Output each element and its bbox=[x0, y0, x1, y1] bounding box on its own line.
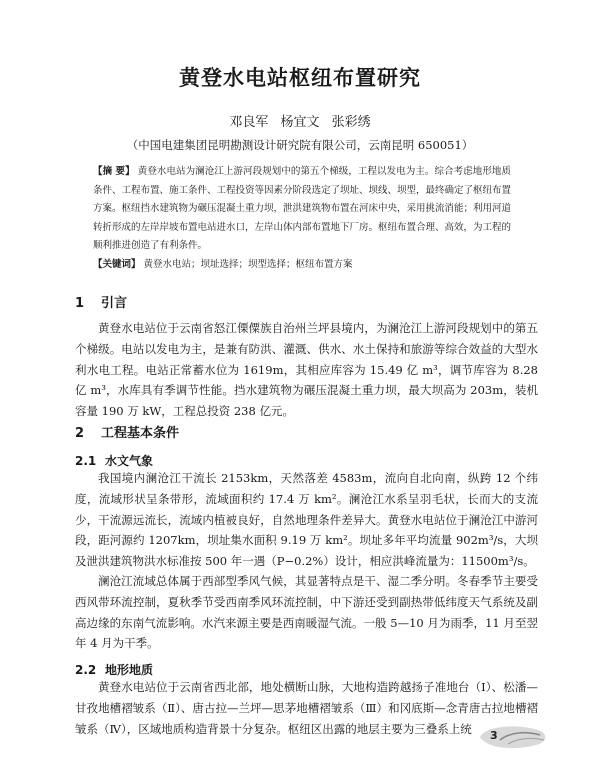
section-2-number: 2 bbox=[75, 426, 85, 441]
section-2-title: 工程基本条件 bbox=[101, 426, 180, 441]
paper-authors: 邓良军 杨宜文 张彩绣 bbox=[229, 115, 371, 130]
abstract-label: 【摘 要】 bbox=[93, 166, 135, 177]
section-1-title: 引言 bbox=[101, 296, 128, 311]
section-1-number: 1 bbox=[75, 296, 85, 311]
section-2-1-title: 水文气象 bbox=[105, 454, 154, 468]
paper-title: 黄登水电站枢纽布置研究 bbox=[179, 65, 421, 90]
section-1-paragraph: 黄登水电站位于云南省怒江傈僳族自治州兰坪县境内，为澜沧江上游河段规划中的第五个梯级。电站以发电为主，是兼有防洪、灌溉、供水、水土保持和旅游等综合效益的大型水利水电工程。电站正常蓄水位为 1619m，其相应库容为 15.49 亿 m³，调节库容为 8.28 亿 m³，水库具有季调节性能。挡水建筑物为碾压混凝土重力坝，最大坝高为 203m，装机容量 190 万 kW，工程总投资 238 亿元。 bbox=[75, 321, 538, 419]
section-2-1-paragraph-2: 澜沧江流域总体属于西部型季风气候，其显著特点是干、湿二季分明。冬春季节主要受西风带环流控制，夏秋季节受西南季风环流控制，中下游还受到副热带低纬度天气系统及副高边缘的东南气流影响。水汽来源主要是西南暖湿气流。一般 5—10 月为雨季，11 月至翌年 4 月为干季。 bbox=[75, 574, 538, 651]
section-2-1-number: 2.1 bbox=[75, 454, 97, 468]
section-2-1-paragraph-1: 我国境内澜沧江干流长 2153km，天然落差 4583m，流向自北向南，纵跨 12 个纬度，流域形状呈条带形，流域面积约 17.4 万 km²。澜沧江水系呈羽毛状，长而大的支流少，干流源远流长，流域内植被良好，自然地理条件差异大。黄登水电站位于澜沧江中游河段，距河源约 1207km，坝址集水面积 9.19 万 km²。坝址多年平均流量 902m³/s，大坝及泄洪建筑物洪水标准按 500 年一遇（P−0.2%）设计，相应洪峰流量为：11500m³/s。 bbox=[75, 471, 538, 569]
keywords-text: 黄登水电站；坝址选择；坝型选择；枢纽布置方案 bbox=[143, 259, 353, 270]
section-2-heading bbox=[75, 422, 179, 441]
abstract-text: 黄登水电站为澜沧江上游河段规划中的第五个梯级，工程以发电为主。综合考虑地形地质条件、工程布置、施工条件、工程投资等因素分阶段选定了坝址、坝线、坝型，最终确定了枢纽布置方案。枢纽挡水建筑物为碾压混凝土重力坝，泄洪建筑物布置在河床中央，采用挑流消能；利用河道转折形成的左岸岸坡布置电站进水口，左岸山体内部布置地下厂房。枢纽布置合理、高效，为工程的顺利推进创造了有利条件。 bbox=[93, 166, 512, 252]
section-2-2-title: 地形地质 bbox=[105, 663, 154, 677]
section-2-2-number: 2.2 bbox=[75, 663, 97, 677]
page-number: 3 bbox=[490, 729, 498, 742]
abstract-block bbox=[93, 163, 511, 256]
page-badge-swirl-icon bbox=[478, 722, 550, 752]
paper-affiliation: （中国电建集团昆明勘测设计研究院有限公司，云南昆明 650051） bbox=[126, 138, 474, 152]
section-2-1-heading bbox=[75, 452, 153, 469]
keywords-label: 【关键词】 bbox=[93, 259, 141, 270]
section-1-heading bbox=[75, 292, 127, 311]
section-2-2-heading bbox=[75, 661, 153, 678]
page-number-badge bbox=[478, 722, 550, 752]
section-2-2-paragraph: 黄登水电站位于云南省西北部，地处横断山脉，大地构造跨越扬子准地台（Ⅰ）、松潘—甘孜地槽褶皱系（Ⅱ）、唐古拉—兰坪—思茅地槽褶皱系（Ⅲ）和冈底斯—念青唐古拉地槽褶皱系（Ⅳ），区域地质构造背景十分复杂。枢纽区出露的地层主要为三叠系上统 bbox=[75, 680, 538, 736]
keywords-block bbox=[93, 256, 511, 274]
